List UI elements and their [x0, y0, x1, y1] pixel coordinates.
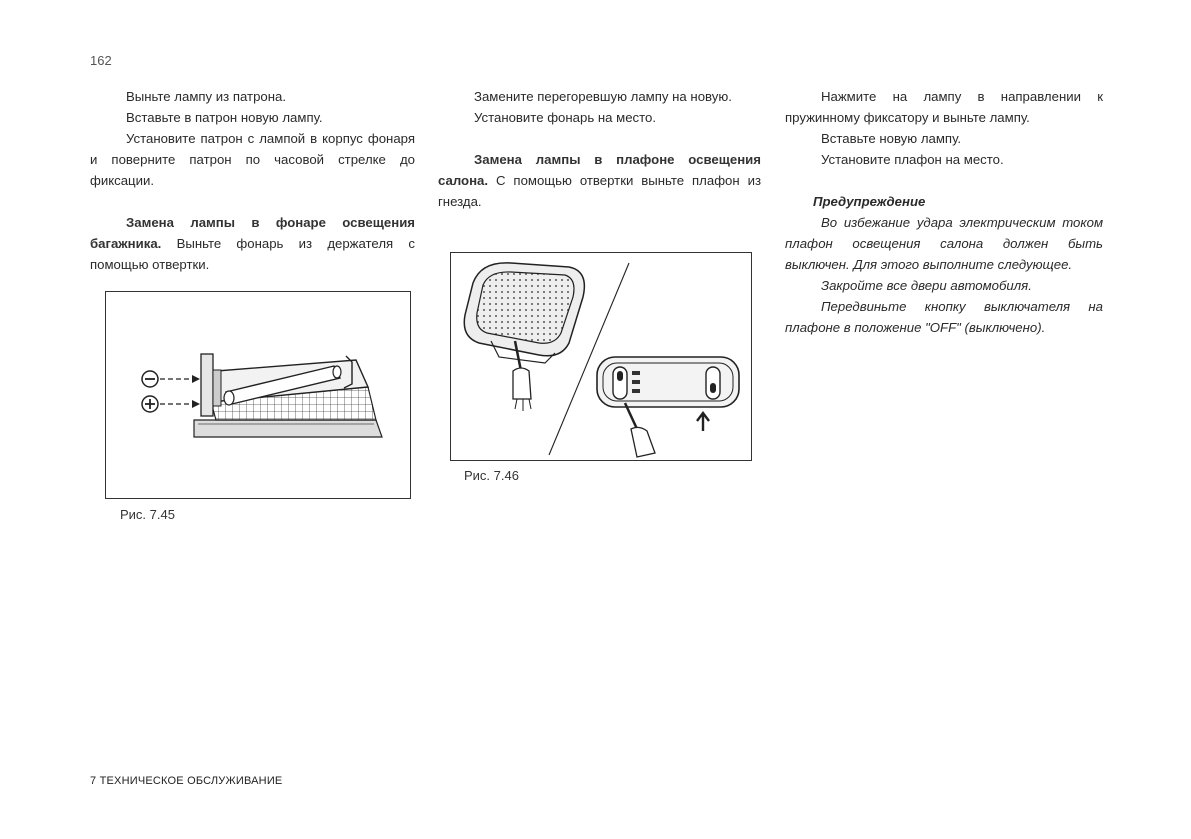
minus-terminal-icon — [142, 371, 200, 387]
paragraph: Вставьте новую лампу. — [821, 131, 962, 146]
paragraph: Нажмите на лампу в направлении к пружинному фиксатору и выньте лампу. — [785, 89, 1103, 125]
section-heading: Замена лампы в плафоне освещения салона. — [438, 152, 761, 188]
trunk-lamp-illustration — [106, 292, 410, 498]
figure-dome-lamp — [450, 252, 752, 461]
section-paragraph — [90, 212, 415, 275]
paragraph: Установите плафон на место. — [821, 152, 1004, 167]
warning-paragraph: Закройте все двери автомобиля. — [821, 278, 1032, 293]
text-column-2 — [438, 86, 761, 212]
paragraph: Установите фонарь на место. — [474, 110, 657, 125]
warning-paragraph: Передвиньте кнопку выключателя на плафоне в положение "OFF" (выключено). — [785, 299, 1103, 335]
figure-caption: Рис. 7.45 — [120, 507, 175, 522]
paragraph: Установите патрон с лампой в корпус фонаря и поверните патрон по часовой стрелке до фиксации. — [90, 131, 415, 188]
paragraph-text: Выньте фонарь из держателя с помощью отвертки. — [90, 236, 415, 272]
figure-caption: Рис. 7.46 — [464, 468, 519, 483]
section-paragraph — [438, 149, 761, 212]
warning-heading: Предупреждение — [813, 194, 926, 209]
section-heading: Замена лампы в фонаре освещения багажника. — [90, 215, 415, 251]
text-column-3 — [785, 86, 1103, 338]
text-column-1 — [90, 86, 415, 275]
plus-terminal-icon — [142, 396, 200, 412]
dome-lamp-illustration — [451, 253, 751, 460]
paragraph-text: С помощью отвертки выньте плафон из гнезда. — [438, 173, 761, 209]
figure-trunk-lamp — [105, 291, 411, 499]
page-footer: 7 ТЕХНИЧЕСКОЕ ОБСЛУЖИВАНИЕ — [90, 775, 283, 787]
paragraph: Вставьте в патрон новую лампу. — [126, 110, 323, 125]
page-number: 162 — [90, 53, 112, 68]
paragraph: Выньте лампу из патрона. — [126, 89, 287, 104]
warning-paragraph: Во избежание удара электрическим током плафон освещения салона должен быть выключен. Для этого выполните следующее. — [785, 215, 1103, 272]
paragraph: Замените перегоревшую лампу на новую. — [474, 89, 732, 104]
